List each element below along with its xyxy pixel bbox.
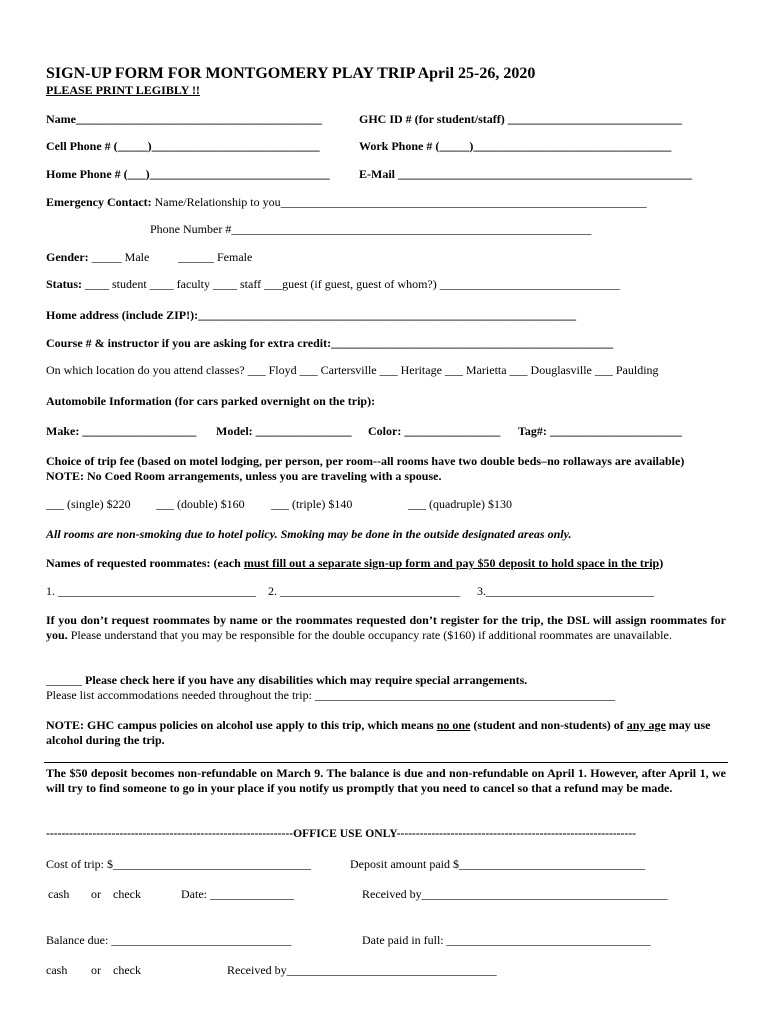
alcohol-note-part2: (student and non-students) of: [470, 718, 627, 732]
emergency-contact-name: Name/Relationship to you_____________________________________________________________: [151, 195, 647, 209]
roommates-heading: [46, 556, 663, 571]
roommate-slot-3[interactable]: 3.____________________________: [477, 584, 654, 598]
emergency-phone-field[interactable]: Phone Number #____________________________________________________________: [150, 222, 592, 236]
alcohol-note-part1: NOTE: GHC campus policies on alcohol use apply to this trip, which means: [46, 718, 437, 732]
gender-label: Gender:: [46, 250, 89, 264]
home-phone-field[interactable]: Home Phone # (___)______________________________: [46, 167, 330, 181]
fee-single-option[interactable]: ___ (single) $220: [46, 497, 131, 511]
fee-triple-option[interactable]: ___ (triple) $140: [271, 497, 353, 511]
roommate-warning: [46, 613, 726, 643]
gender-field: [46, 250, 149, 265]
alcohol-note-part3: may use alcohol during the trip.: [46, 718, 711, 747]
car-tag-field[interactable]: Tag#: ______________________: [518, 424, 682, 438]
status-label: Status:: [46, 277, 83, 291]
car-model-field[interactable]: Model: ________________: [216, 424, 352, 438]
emergency-contact-label: Emergency Contact:: [46, 195, 152, 209]
name-field[interactable]: Name_________________________________________: [46, 112, 322, 126]
office-use-header: ----------------------------------------------------------------OFFICE USE ONLY--------------------------------------------------------------: [46, 827, 636, 840]
fee-double-option[interactable]: ___ (double) $160: [156, 497, 245, 511]
class-location-field[interactable]: On which location do you attend classes? ___ Floyd ___ Cartersville ___ Heritage ___ Marietta ___ Douglasville ___ Paulding: [46, 363, 659, 377]
section-divider: [44, 762, 728, 763]
payment-check-1[interactable]: check: [113, 887, 141, 901]
disability-check-label: Please check here if you have any disabilities which may require special arrangements.: [82, 673, 528, 687]
deposit-policy: The $50 deposit becomes non-refundable on March 9. The balance is due and non-refundable on April 1. However, after April 1, we will try to find someone to go in your place if you notify us promptly that you need to cancel so that a refund may be made.: [46, 766, 726, 795]
alcohol-note-no-one: no one: [436, 718, 471, 732]
coed-note: NOTE: No Coed Room arrangements, unless you are traveling with a spouse.: [46, 469, 442, 483]
roommate-warning-text: Please understand that you may be responsible for the double occupancy rate ($160) if additional roommates are unavailable.: [67, 628, 672, 642]
roommate-slot-1[interactable]: 1. _________________________________: [46, 584, 256, 598]
cost-of-trip-field[interactable]: Cost of trip: $_________________________________: [46, 857, 312, 871]
roommate-slot-2[interactable]: 2. ______________________________: [268, 584, 460, 598]
payment-date-field[interactable]: Date: ______________: [181, 887, 294, 901]
status-field[interactable]: [46, 277, 620, 292]
car-color-field[interactable]: Color: ________________: [368, 424, 501, 438]
automobile-info-heading: Automobile Information (for cars parked overnight on the trip):: [46, 394, 376, 408]
gender-female-option[interactable]: ______ Female: [178, 250, 253, 264]
gender-male-option[interactable]: _____ Male: [88, 250, 150, 264]
payment-check-2[interactable]: check: [113, 963, 141, 977]
roommates-requirement: must fill out a separate sign-up form and pay $50 deposit to hold space in the trip: [243, 556, 660, 570]
cell-phone-field[interactable]: Cell Phone # (_____)____________________________: [46, 139, 320, 153]
payment-cash-1[interactable]: cash: [48, 887, 70, 901]
alcohol-note-any-age: any age: [626, 718, 666, 732]
ghc-id-field[interactable]: GHC ID # (for student/staff) _____________________________: [359, 112, 682, 126]
disability-check-blank[interactable]: ______: [46, 673, 82, 687]
payment-cash-2[interactable]: cash: [46, 963, 68, 977]
email-field[interactable]: E-Mail _________________________________________________: [359, 167, 692, 181]
form-subtitle: PLEASE PRINT LEGIBLY !!: [46, 83, 200, 97]
received-by-field-2[interactable]: Received by___________________________________: [227, 963, 497, 977]
trip-fee-heading: Choice of trip fee (based on motel lodging, per person, per room--all rooms have two double beds–no rollaways are available): [46, 454, 685, 468]
home-address-field[interactable]: Home address (include ZIP!):_______________________________________________________________: [46, 308, 577, 322]
date-paid-in-full-field[interactable]: Date paid in full: __________________________________: [362, 933, 651, 947]
roommates-label: Names of requested roommates: (each: [46, 556, 244, 570]
emergency-contact-field[interactable]: [46, 195, 647, 210]
alcohol-note: [46, 718, 726, 748]
balance-due-field[interactable]: Balance due: ______________________________: [46, 933, 292, 947]
roommate-warning-bold: If you don’t request roommates by name or the roommates requested don’t register for the trip, the DSL will assign roommates for you.: [46, 613, 726, 642]
payment-or-1: or: [91, 887, 101, 901]
car-make-field[interactable]: Make: ___________________: [46, 424, 197, 438]
disability-checkbox-line[interactable]: [46, 673, 527, 688]
deposit-amount-field[interactable]: Deposit amount paid $_______________________________: [350, 857, 645, 871]
status-options[interactable]: ____ student ____ faculty ____ staff ___guest (if guest, guest of whom?) ______________________________: [82, 277, 620, 291]
work-phone-field[interactable]: Work Phone # (_____)_________________________________: [359, 139, 672, 153]
fee-quadruple-option[interactable]: ___ (quadruple) $130: [408, 497, 512, 511]
received-by-field-1[interactable]: Received by_________________________________________: [362, 887, 668, 901]
payment-or-2: or: [91, 963, 101, 977]
roommates-close: ): [659, 556, 664, 570]
accommodations-field[interactable]: Please list accommodations needed throughout the trip: __________________________________________________: [46, 688, 615, 702]
form-title: SIGN-UP FORM FOR MONTGOMERY PLAY TRIP April 25-26, 2020: [46, 65, 536, 82]
smoking-note: All rooms are non-smoking due to hotel policy. Smoking may be done in the outside designated areas only.: [46, 527, 572, 541]
course-instructor-field[interactable]: Course # & instructor if you are asking for extra credit:_______________________________________________: [46, 336, 614, 350]
